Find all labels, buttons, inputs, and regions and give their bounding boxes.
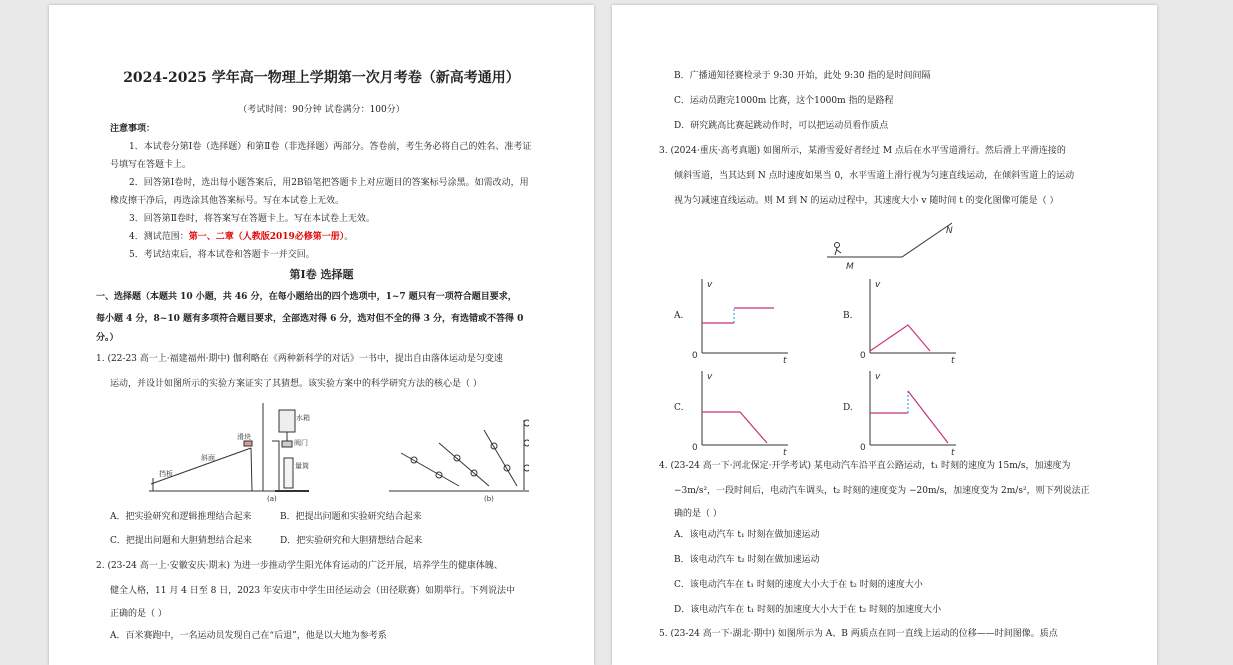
caption-a: (a)	[267, 495, 277, 503]
note-5: 5．考试结束后，将本试卷和答题卡一并交回。	[129, 250, 315, 260]
notes-heading: 注意事项：	[110, 124, 156, 134]
exam-info: （考试时间：90分钟 试卷满分：100分）	[238, 105, 405, 115]
q3-stem-3: 视为匀减速直线运动。则 M 到 N 的运动过程中，其速度大小 v 随时间 t 的变化图像可能是（ ）	[674, 196, 1059, 206]
origin: 0	[692, 443, 698, 453]
label-valve: 阀门	[294, 439, 308, 447]
exam-title: 2024-2025 学年高一物理上学期第一次月考卷（新高考通用）	[123, 70, 520, 86]
axis-t: t	[783, 356, 787, 365]
document-page-1	[49, 5, 594, 665]
label-stop: 挡板	[159, 470, 173, 478]
q1-option-d[interactable]: D．把实验研究和大胆猜想结合起来	[280, 536, 423, 546]
axis-t: t	[951, 448, 955, 457]
axis-v: v	[875, 280, 881, 290]
q4-stem-2: −3m/s²，一段时间后，电动汽车调头，t₂ 时刻的速度变为 −20m/s，加速度变为 2m/s²，则下列说法正	[674, 486, 1090, 496]
figure-b	[389, 420, 529, 491]
q2-stem-3: 正确的是（ ）	[110, 609, 167, 619]
label-cylinder: 量筒	[295, 462, 309, 470]
axis-t: t	[783, 448, 787, 457]
axis-v: v	[707, 280, 713, 290]
q3-stem-2: 倾斜雪道，当其达到 N 点时速度如果当 0，水平雪道上滑行视为匀速直线运动，在倾斜雪道上的运动	[674, 171, 1075, 181]
origin: 0	[860, 443, 866, 453]
note-4	[129, 232, 353, 243]
axis-v: v	[707, 372, 713, 382]
q1-option-a[interactable]: A．把实验研究和逻辑推理结合起来	[110, 512, 252, 522]
label-n: N	[946, 226, 953, 236]
q1-stem-2: 运动，并设计如图所示的实验方案证实了其猜想。该实验方案中的科学研究方法的核心是（ ）	[110, 379, 482, 389]
q2-stem-2: 健全人格，11 月 4 日至 8 日，2023 年安庆市中学生田径运动会（田径联赛）如期举行。下列说法中	[110, 586, 515, 596]
label-incline: 斜面	[201, 454, 215, 462]
note-3: 3．回答第Ⅱ卷时，将答案写在答题卡上。写在本试卷上无效。	[129, 214, 375, 224]
part1-instructions-2: 每小题 4 分，8~10 题有多项符合题目要求，全部选对得 6 分，选对但不全的得 3 分，有选错或不答得 0	[96, 314, 524, 324]
q3-stem-1: 3. (2024·重庆·高考真题) 如图所示，某滑雪爱好者经过 M 点后在水平雪道滑行。然后滑上平滑连接的	[659, 146, 1066, 156]
q4-stem-1: 4. (23-24 高一下·河北保定·开学考试) 某电动汽车沿平直公路运动，t₁ 时刻的速度为 15m/s，加速度为	[659, 461, 1071, 471]
q2-stem-1: 2. (23-24 高一上·安徽安庆·期末) 为进一步推动学生阳光体育运动的广泛开展，培养学生的健康体魄、	[96, 561, 503, 571]
q2-option-c[interactable]: C．运动员跑完1000m 比赛，这个1000m 指的是路程	[674, 96, 894, 106]
q4-option-c[interactable]: C．该电动汽车在 t₁ 时刻的速度大小大于在 t₂ 时刻的速度大小	[674, 580, 923, 590]
origin: 0	[692, 351, 698, 361]
q3-graph-b[interactable]	[860, 275, 960, 365]
q3-option-d-label[interactable]: D.	[843, 403, 853, 413]
q1-figure	[139, 398, 529, 503]
q1-option-b[interactable]: B．把提出问题和实验研究结合起来	[280, 512, 422, 522]
q3-slope-figure	[822, 215, 972, 275]
axis-v: v	[875, 372, 881, 382]
origin: 0	[860, 351, 866, 361]
figure-a	[149, 403, 309, 491]
note-1b: 号填写在答题卡上。	[110, 160, 192, 170]
note-2b: 橡皮擦干净后，再选涂其他答案标号。写在本试卷上无效。	[110, 196, 345, 206]
q3-option-a-label[interactable]: A.	[674, 311, 684, 321]
note-1a: 1．本试卷分第Ⅰ卷（选择题）和第Ⅱ卷（非选择题）两部分。答卷前，考生务必将自己的姓名、准考证	[129, 142, 532, 152]
q2-option-d[interactable]: D．研究跳高比赛起跳动作时，可以把运动员看作质点	[674, 121, 889, 131]
note-4-suffix: 。	[344, 232, 354, 242]
q1-stem-1: 1. (22-23 高一上·福建福州·期中) 伽利略在《两种新科学的对话》一书中，提出自由落体运动是匀变速	[96, 354, 503, 364]
q2-option-b[interactable]: B．广播通知径赛检录于 9:30 开始，此处 9:30 指的是时间间隔	[674, 71, 931, 81]
label-tank: 水箱	[296, 414, 310, 422]
q2-option-a[interactable]: A．百米赛跑中，一名运动员发现自己在“后退”，他是以大地为参考系	[110, 631, 387, 641]
q3-option-c-label[interactable]: C.	[674, 403, 684, 413]
q3-graph-d[interactable]	[860, 367, 960, 457]
q3-graph-a[interactable]	[692, 275, 792, 365]
note-2a: 2．回答第Ⅰ卷时，选出每小题答案后，用2B铅笔把答题卡上对应题目的答案标号涂黑。如需改动，用	[129, 178, 529, 188]
q3-graph-c[interactable]	[692, 367, 792, 457]
document-page-2	[612, 5, 1157, 665]
q4-option-d[interactable]: D．该电动汽车在 t₁ 时刻的加速度大小大于在 t₂ 时刻的加速度大小	[674, 605, 942, 615]
q1-option-c[interactable]: C．把提出问题和大胆猜想结合起来	[110, 536, 252, 546]
part1-instructions-1: 一、选择题（本题共 10 小题，共 46 分，在每小题给出的四个选项中，1~7 题只有一项符合题目要求，	[96, 292, 517, 302]
q5-stem-1: 5. (23-24 高一下·湖北·期中) 如图所示为 A、B 两质点在同一直线上运动的位移——时间图像。质点	[659, 629, 1058, 639]
section-title: 第Ⅰ卷 选择题	[289, 268, 354, 281]
q4-option-a[interactable]: A．该电动汽车 t₁ 时刻在做加速运动	[674, 530, 820, 540]
part1-instructions-3: 分。）	[96, 333, 119, 343]
label-slider: 滑块	[237, 433, 251, 441]
test-range: 第一、二章（人教版2019必修第一册）	[188, 232, 345, 242]
axis-t: t	[951, 356, 955, 365]
q4-option-b[interactable]: B．该电动汽车 t₂ 时刻在做加速运动	[674, 555, 820, 565]
q3-option-b-label[interactable]: B.	[843, 311, 853, 321]
caption-b: (b)	[484, 495, 494, 503]
note-4-prefix: 4．测试范围：	[129, 232, 189, 242]
q4-stem-3: 确的是（ ）	[674, 509, 722, 519]
label-m: M	[846, 262, 854, 272]
